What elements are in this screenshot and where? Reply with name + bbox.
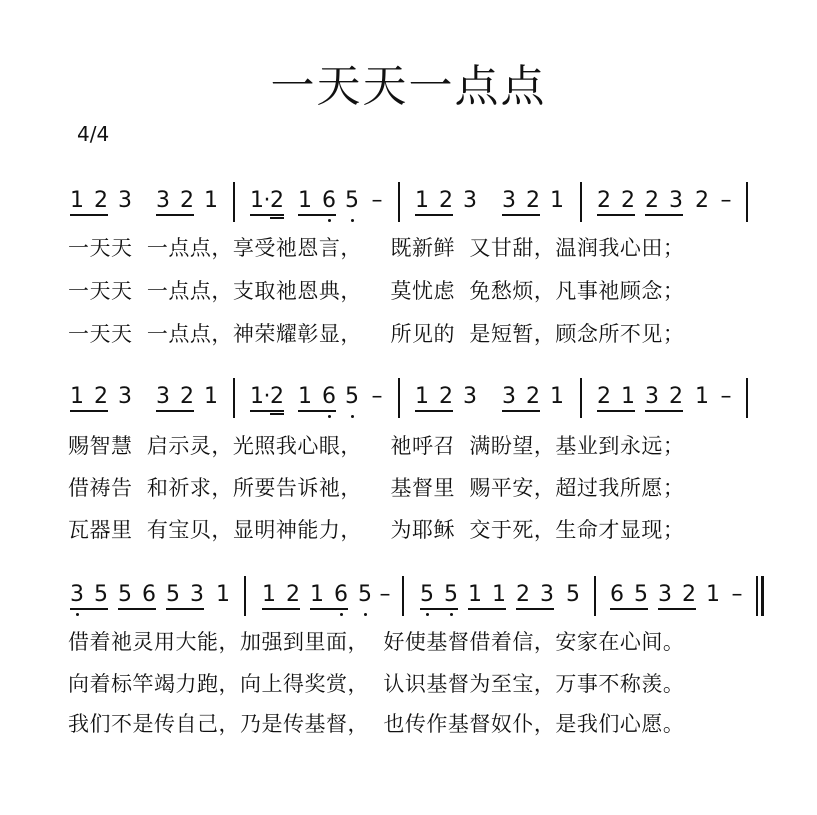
barline xyxy=(580,378,582,418)
underline xyxy=(118,608,156,610)
note: 5 xyxy=(94,582,108,607)
note: 6 xyxy=(610,582,624,607)
note: 3 xyxy=(645,384,659,409)
note: 2 xyxy=(439,188,453,213)
underline xyxy=(502,214,540,216)
underline xyxy=(70,410,108,412)
barline xyxy=(594,576,596,616)
barline xyxy=(398,378,400,418)
note: 5 xyxy=(345,384,359,409)
note: 5 xyxy=(118,582,132,607)
note: 2 xyxy=(695,188,709,213)
underline xyxy=(502,410,540,412)
note: 1 xyxy=(204,384,218,409)
final-barline-thick xyxy=(761,576,764,616)
underline xyxy=(415,410,453,412)
underline xyxy=(270,413,284,415)
underline xyxy=(420,608,458,610)
underline xyxy=(310,608,348,610)
note: 3 xyxy=(118,384,132,409)
note: 3 xyxy=(669,188,683,213)
note: 5 xyxy=(358,582,372,607)
note: 2 xyxy=(516,582,530,607)
barline xyxy=(244,576,246,616)
note: – xyxy=(379,582,391,607)
note: 3 xyxy=(502,188,516,213)
barline xyxy=(746,182,748,222)
note: 3 xyxy=(658,582,672,607)
underline xyxy=(156,410,194,412)
lyric-line: 赐智慧 启示灵，光照我心眼， 祂呼召 满盼望，基业到永远； xyxy=(68,434,685,458)
barline xyxy=(233,182,235,222)
note: 2 xyxy=(682,582,696,607)
underline xyxy=(645,214,683,216)
note: 5 xyxy=(566,582,580,607)
note: 3 xyxy=(463,384,477,409)
underline xyxy=(156,214,194,216)
note: 2 xyxy=(526,384,540,409)
note: 3 xyxy=(463,188,477,213)
note: 1 xyxy=(262,582,276,607)
staff-system-2 xyxy=(0,382,817,422)
note: – xyxy=(371,188,383,213)
note: 1 xyxy=(298,188,312,213)
note: 3 xyxy=(156,188,170,213)
note: 3 xyxy=(190,582,204,607)
note: 1 xyxy=(550,188,564,213)
note: 2 xyxy=(94,384,108,409)
note: 2 xyxy=(645,188,659,213)
note: 2 xyxy=(597,384,611,409)
underline xyxy=(250,410,284,412)
barline xyxy=(233,378,235,418)
note: 2 xyxy=(180,188,194,213)
lyric-line: 我们不是传自己，乃是传基督， 也传作基督奴仆，是我们心愿。 xyxy=(68,712,685,736)
underline xyxy=(516,608,554,610)
note: 1 xyxy=(468,582,482,607)
staff-system-1 xyxy=(0,186,817,226)
underline xyxy=(658,608,696,610)
note: 2 xyxy=(286,582,300,607)
lyric-line: 一天天 一点点，神荣耀彰显， 所见的 是短暂，顾念所不见； xyxy=(68,322,685,346)
low-octave-dot xyxy=(76,613,79,616)
low-octave-dot xyxy=(328,219,331,222)
underline xyxy=(250,214,284,216)
note: 1 xyxy=(250,384,264,409)
note: – xyxy=(731,582,743,607)
note: 3 xyxy=(540,582,554,607)
lyric-line: 借祷告 和祈求，所要告诉祂， 基督里 赐平安，超过我所愿； xyxy=(68,476,685,500)
underline xyxy=(166,608,204,610)
low-octave-dot xyxy=(450,613,453,616)
underline xyxy=(597,410,635,412)
note: – xyxy=(720,384,732,409)
note: 1 xyxy=(695,384,709,409)
underline xyxy=(70,608,108,610)
note: 5 xyxy=(420,582,434,607)
low-octave-dot xyxy=(426,613,429,616)
note: 2 xyxy=(621,188,635,213)
note: 1 xyxy=(298,384,312,409)
barline xyxy=(580,182,582,222)
underline xyxy=(610,608,648,610)
note: 1 xyxy=(70,384,84,409)
note: 6 xyxy=(142,582,156,607)
note: 6 xyxy=(322,188,336,213)
note: 3 xyxy=(156,384,170,409)
low-octave-dot xyxy=(340,613,343,616)
note: 5 xyxy=(166,582,180,607)
note: 2 xyxy=(669,384,683,409)
note: · xyxy=(263,188,271,213)
time-signature: 4/4 xyxy=(77,122,110,146)
note: 1 xyxy=(216,582,230,607)
staff-system-3 xyxy=(0,580,817,620)
note: 1 xyxy=(250,188,264,213)
note: 5 xyxy=(634,582,648,607)
note: 1 xyxy=(492,582,506,607)
underline xyxy=(262,608,300,610)
note: 6 xyxy=(334,582,348,607)
note: 5 xyxy=(345,188,359,213)
note: 1 xyxy=(204,188,218,213)
lyric-line: 向着标竿竭力跑，向上得奖赏， 认识基督为至宝，万事不称羡。 xyxy=(68,672,685,696)
barline xyxy=(746,378,748,418)
barline xyxy=(398,182,400,222)
note: 2 xyxy=(526,188,540,213)
underline xyxy=(597,214,635,216)
note: · xyxy=(263,384,271,409)
low-octave-dot xyxy=(328,415,331,418)
low-octave-dot xyxy=(351,415,354,418)
note: – xyxy=(720,188,732,213)
note: 3 xyxy=(502,384,516,409)
note: – xyxy=(371,384,383,409)
lyric-line: 借着祂灵用大能，加强到里面， 好使基督借着信，安家在心间。 xyxy=(68,630,685,654)
underline xyxy=(298,214,336,216)
note: 2 xyxy=(597,188,611,213)
note: 3 xyxy=(118,188,132,213)
note: 2 xyxy=(439,384,453,409)
underline xyxy=(645,410,683,412)
note: 1 xyxy=(415,384,429,409)
note: 6 xyxy=(322,384,336,409)
underline xyxy=(270,217,284,219)
lyric-line: 一天天 一点点，享受祂恩言， 既新鲜 又甘甜，温润我心田； xyxy=(68,236,685,260)
note: 5 xyxy=(444,582,458,607)
note: 1 xyxy=(70,188,84,213)
note: 2 xyxy=(270,384,284,409)
low-octave-dot xyxy=(351,219,354,222)
note: 1 xyxy=(706,582,720,607)
note: 1 xyxy=(621,384,635,409)
lyric-line: 瓦器里 有宝贝，显明神能力， 为耶稣 交于死，生命才显现； xyxy=(68,518,685,542)
song-title: 一天天一点点 xyxy=(270,61,547,112)
low-octave-dot xyxy=(364,613,367,616)
underline xyxy=(298,410,336,412)
final-barline-thin xyxy=(756,576,758,616)
underline xyxy=(70,214,108,216)
note: 1 xyxy=(415,188,429,213)
lyric-line: 一天天 一点点，支取祂恩典， 莫忧虑 免愁烦，凡事祂顾念； xyxy=(68,279,685,303)
note: 2 xyxy=(270,188,284,213)
note: 2 xyxy=(94,188,108,213)
note: 2 xyxy=(180,384,194,409)
underline xyxy=(415,214,453,216)
note: 3 xyxy=(70,582,84,607)
note: 1 xyxy=(310,582,324,607)
note: 1 xyxy=(550,384,564,409)
barline xyxy=(402,576,404,616)
underline xyxy=(468,608,506,610)
